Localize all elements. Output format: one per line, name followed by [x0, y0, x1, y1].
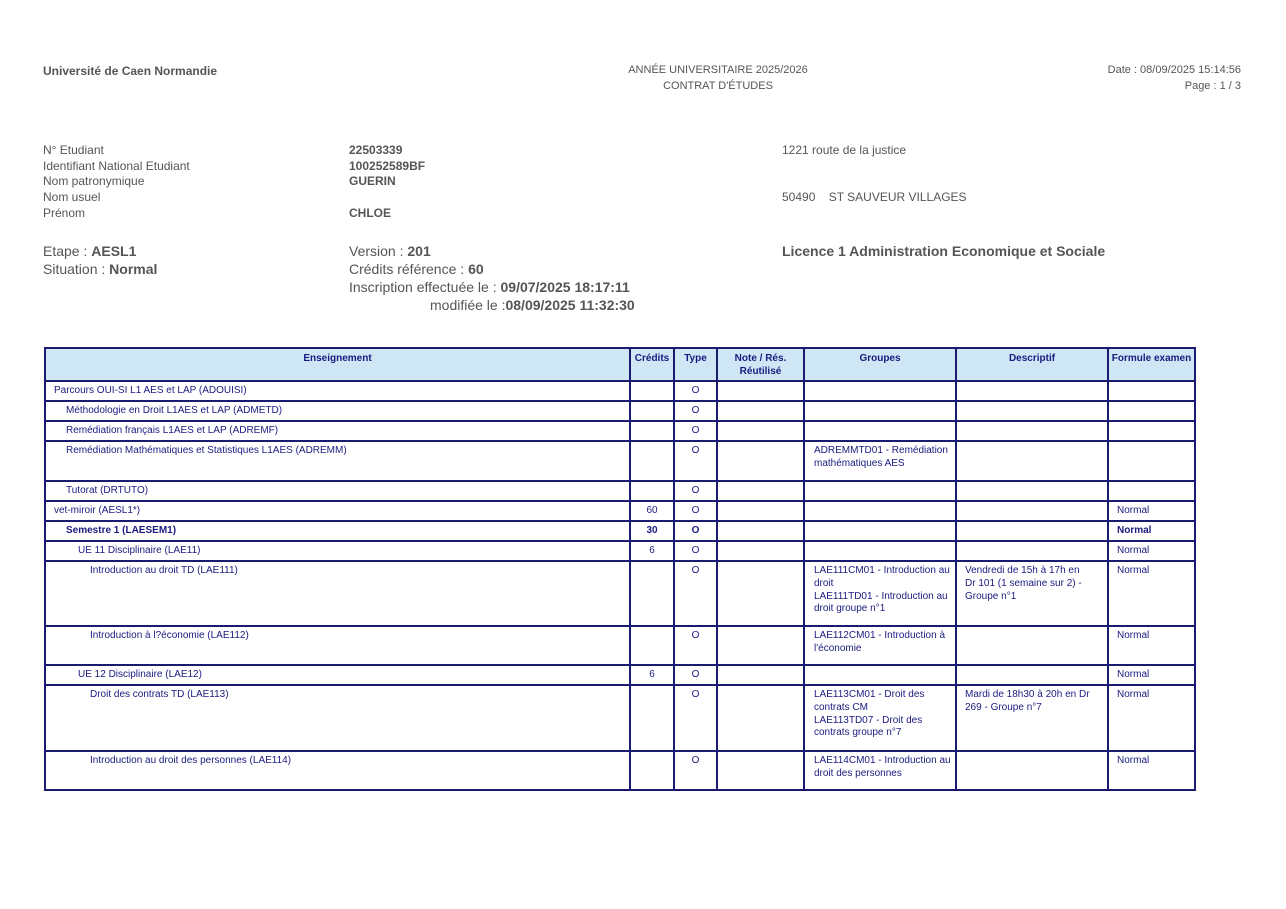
- national-id: 100252589BF: [349, 158, 426, 173]
- version-label: Version :: [349, 243, 408, 259]
- table-row: [45, 665, 1195, 685]
- situation-value: Normal: [109, 261, 158, 277]
- course-name-cell: UE 11 Disciplinaire (LAE11): [45, 541, 630, 561]
- exam-formula-cell: Normal: [1108, 751, 1195, 790]
- table-row: [45, 401, 1195, 421]
- credits-cell: [630, 401, 674, 421]
- exam-formula-cell: [1108, 481, 1195, 501]
- table-row: [45, 421, 1195, 441]
- note-cell: [717, 421, 804, 441]
- course-name-cell: Introduction au droit des personnes (LAE114): [45, 751, 630, 790]
- etape-line: [43, 243, 136, 259]
- credits-cell: [630, 441, 674, 481]
- exam-formula-cell: Normal: [1108, 541, 1195, 561]
- version-line: [349, 243, 431, 259]
- note-cell: [717, 665, 804, 685]
- course-name-cell: Droit des contrats TD (LAE113): [45, 685, 630, 751]
- credits-cell: [630, 481, 674, 501]
- groups-cell: [804, 421, 956, 441]
- groups-cell: [804, 521, 956, 541]
- credits-cell: [630, 561, 674, 626]
- label-student-number: N° Etudiant: [43, 143, 104, 157]
- table-row: [45, 541, 1195, 561]
- note-cell: [717, 481, 804, 501]
- inscription-line: [349, 279, 630, 295]
- modified-label: modifiée le :: [430, 297, 506, 313]
- credits-line: [349, 261, 484, 277]
- groups-cell: [804, 381, 956, 401]
- exam-formula-cell: [1108, 381, 1195, 401]
- label-first-name: Prénom: [43, 205, 86, 220]
- student-labels: [43, 143, 190, 222]
- credits-cell: [630, 421, 674, 441]
- situation-line: [43, 261, 157, 277]
- groups-cell: [804, 541, 956, 561]
- label-birth-name: Nom patronymique: [43, 174, 145, 189]
- usual-name: [349, 190, 425, 206]
- exam-formula-cell: Normal: [1108, 561, 1195, 626]
- credits-cell: [630, 626, 674, 665]
- groups-cell: LAE112CM01 - Introduction à l'économie: [804, 626, 956, 665]
- type-cell: O: [674, 441, 717, 481]
- groups-cell: [804, 665, 956, 685]
- header-enseignement: Enseignement: [45, 348, 630, 381]
- course-name-cell: Remédiation français L1AES et LAP (ADREMF): [45, 421, 630, 441]
- birth-name: GUERIN: [349, 174, 396, 189]
- exam-formula-cell: Normal: [1108, 685, 1195, 751]
- table-header-row: [45, 348, 1195, 381]
- academic-year: ANNÉE UNIVERSITAIRE 2025/2026: [628, 64, 808, 76]
- description-cell: [956, 481, 1108, 501]
- credits-cell: 60: [630, 501, 674, 521]
- label-national-id: Identifiant National Etudiant: [43, 158, 190, 173]
- table-row: [45, 521, 1195, 541]
- course-name-cell: Semestre 1 (LAESEM1): [45, 521, 630, 541]
- type-cell: O: [674, 501, 717, 521]
- description-cell: [956, 751, 1108, 790]
- table-row: [45, 381, 1195, 401]
- header-type: Type: [674, 348, 717, 381]
- type-cell: O: [674, 541, 717, 561]
- exam-formula-cell: Normal: [1108, 626, 1195, 665]
- credits-cell: [630, 685, 674, 751]
- description-cell: [956, 441, 1108, 481]
- note-cell: [717, 521, 804, 541]
- table-row: [45, 481, 1195, 501]
- type-cell: O: [674, 481, 717, 501]
- description-cell: [956, 421, 1108, 441]
- type-cell: O: [674, 685, 717, 751]
- groups-cell: LAE113CM01 - Droit des contrats CM LAE113TD07 - Droit des contrats groupe n°7: [804, 685, 956, 751]
- table-row: [45, 685, 1195, 751]
- credits-cell: 6: [630, 665, 674, 685]
- city: ST SAUVEUR VILLAGES: [828, 190, 967, 204]
- table-row: [45, 626, 1195, 665]
- note-cell: [717, 501, 804, 521]
- note-cell: [717, 401, 804, 421]
- etape-value: AESL1: [91, 243, 137, 259]
- note-cell: [717, 626, 804, 665]
- course-name-cell: Parcours OUI-SI L1 AES et LAP (ADOUISI): [45, 381, 630, 401]
- first-name: CHLOE: [349, 205, 391, 220]
- table-row: [45, 441, 1195, 481]
- courses-table: [44, 347, 1196, 791]
- exam-formula-cell: Normal: [1108, 501, 1195, 521]
- credits-value: 60: [468, 261, 484, 277]
- situation-label: Situation :: [43, 261, 110, 277]
- exam-formula-cell: [1108, 441, 1195, 481]
- inscription-value: 09/07/2025 18:17:11: [500, 279, 630, 295]
- exam-formula-cell: [1108, 401, 1195, 421]
- inscription-label: Inscription effectuée le :: [349, 279, 501, 295]
- type-cell: O: [674, 521, 717, 541]
- groups-cell: [804, 401, 956, 421]
- course-name-cell: UE 12 Disciplinaire (LAE12): [45, 665, 630, 685]
- course-name-cell: Méthodologie en Droit L1AES et LAP (ADMETD): [45, 401, 630, 421]
- note-cell: [717, 441, 804, 481]
- course-name-cell: Tutorat (DRTUTO): [45, 481, 630, 501]
- course-name-cell: vet-miroir (AESL1*): [45, 501, 630, 521]
- credits-cell: [630, 751, 674, 790]
- version-value: 201: [407, 243, 431, 259]
- note-cell: [717, 381, 804, 401]
- credits-cell: [630, 381, 674, 401]
- note-cell: [717, 541, 804, 561]
- program-title: Licence 1 Administration Economique et Sociale: [782, 243, 1106, 259]
- header-formule: Formule examen: [1108, 348, 1195, 381]
- etape-label: Etape :: [43, 243, 92, 259]
- address-line1: 1221 route de la justice: [782, 143, 907, 157]
- type-cell: O: [674, 401, 717, 421]
- modified-line: [430, 297, 635, 313]
- description-cell: [956, 381, 1108, 401]
- note-cell: [717, 751, 804, 790]
- modified-value: 08/09/2025 11:32:30: [505, 297, 635, 313]
- student-number: 22503339: [349, 143, 403, 157]
- course-name-cell: Introduction à l?économie (LAE112): [45, 626, 630, 665]
- print-date: Date : 08/09/2025 15:14:56: [1107, 64, 1241, 76]
- description-cell: [956, 501, 1108, 521]
- student-values: [349, 143, 425, 222]
- description-cell: Vendredi de 15h à 17h en Dr 101 (1 semaine sur 2) - Groupe n°1: [956, 561, 1108, 626]
- page-number: Page : 1 / 3: [1184, 80, 1241, 92]
- label-usual-name: Nom usuel: [43, 190, 101, 205]
- credits-label: Crédits référence :: [349, 261, 469, 277]
- header-descriptif: Descriptif: [956, 348, 1108, 381]
- description-cell: Mardi de 18h30 à 20h en Dr 269 - Groupe n°7: [956, 685, 1108, 751]
- credits-cell: 30: [630, 521, 674, 541]
- course-name-cell: Remédiation Mathématiques et Statistiques L1AES (ADREMM): [45, 441, 630, 481]
- type-cell: O: [674, 381, 717, 401]
- postal-code: 50490: [782, 190, 816, 204]
- address-city-line: [782, 190, 967, 206]
- type-cell: O: [674, 751, 717, 790]
- exam-formula-cell: Normal: [1108, 521, 1195, 541]
- note-cell: [717, 561, 804, 626]
- type-cell: O: [674, 421, 717, 441]
- groups-cell: LAE111CM01 - Introduction au droit LAE111TD01 - Introduction au droit groupe n°1: [804, 561, 956, 626]
- groups-cell: LAE114CM01 - Introduction au droit des personnes: [804, 751, 956, 790]
- table-row: [45, 501, 1195, 521]
- document-title: CONTRAT D'ÉTUDES: [663, 80, 773, 92]
- exam-formula-cell: [1108, 421, 1195, 441]
- description-cell: [956, 521, 1108, 541]
- header-groupes: Groupes: [804, 348, 956, 381]
- groups-cell: [804, 481, 956, 501]
- header-credits: Crédits: [630, 348, 674, 381]
- table-row: [45, 561, 1195, 626]
- description-cell: [956, 541, 1108, 561]
- table-row: [45, 751, 1195, 790]
- description-cell: [956, 665, 1108, 685]
- description-cell: [956, 401, 1108, 421]
- type-cell: O: [674, 561, 717, 626]
- groups-cell: [804, 501, 956, 521]
- type-cell: O: [674, 665, 717, 685]
- credits-cell: 6: [630, 541, 674, 561]
- description-cell: [956, 626, 1108, 665]
- university-name: Université de Caen Normandie: [43, 64, 218, 78]
- note-cell: [717, 685, 804, 751]
- groups-cell: ADREMMTD01 - Remédiation mathématiques AES: [804, 441, 956, 481]
- header-note: Note / Rés. Réutilisé: [717, 348, 804, 381]
- course-name-cell: Introduction au droit TD (LAE111): [45, 561, 630, 626]
- type-cell: O: [674, 626, 717, 665]
- exam-formula-cell: Normal: [1108, 665, 1195, 685]
